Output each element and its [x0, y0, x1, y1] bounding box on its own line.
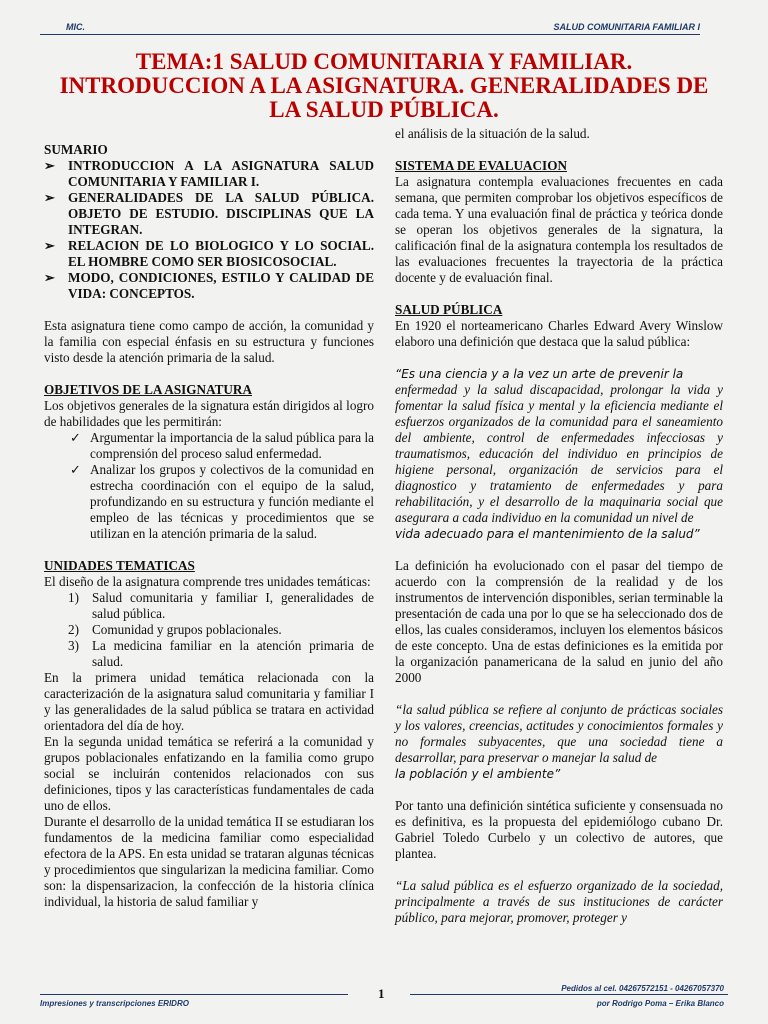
quote-1-start: “Es una ciencia y a la vez un arte de prevenir la [395, 367, 684, 381]
unidad-paragraph-1: En la primera unidad temática relacionada con la caracterización de la asignatura salud comunitaria y familiar I y las generalidades de la salud pública se tratara en actividad orientadora del día de hoy. [44, 670, 374, 733]
arrow-bullet-icon: ➢ [44, 158, 56, 173]
header-right: SALUD COMUNITARIA FAMILIAR I [553, 22, 700, 32]
title-line-3: LA SALUD PÚBLICA. [269, 97, 499, 122]
header-left: MIC. [66, 22, 85, 32]
sumario-item [44, 158, 374, 190]
arrow-bullet-icon: ➢ [44, 270, 56, 285]
ops-quote [395, 702, 723, 782]
objetivo-text: Argumentar la importancia de la salud pública para la comprensión del proceso salud enfermedad. [90, 430, 374, 461]
evaluacion-paragraph: La asignatura contempla evaluaciones frecuentes en cada semana, que permiten comprobar los objetivos específicos de cada tema. Y una evaluación final de práctica y teórica donde se operan los objetivos generales de la signatura, la calificación final de la asignatura contempla los resultados de las evaluaciones frecuentes la trayectoria de la práctica docente y de evaluación final. [395, 174, 723, 285]
unidad-paragraph-3: Durante el desarrollo de la unidad temática II se estudiaran los fundamentos de la medicina familiar como especialidad efectora de la APS. En esta unidad se trataran algunas técnicas y procedimientos que singularizan la medicina familiar. Como son: la dispensarizacion, la confección de la historia clínica individual, la historia de salud familiar y [44, 814, 374, 909]
unidad-number: 1) [68, 590, 79, 605]
salud-publica-heading: SALUD PÚBLICA [395, 302, 503, 317]
objetivo-text: Analizar los grupos y colectivos de la comunidad en estrecha coordinación con el equipo de la salud, profundizando en su estructura y función mediante el empleo de las técnicas y procedimientos que se utilizan en la atención primaria de la salud. [90, 462, 374, 541]
left-column [44, 142, 374, 910]
unidades-intro: El diseño de la asignatura comprende tres unidades temáticas: [44, 574, 371, 589]
toledo-paragraph: Por tanto una definición sintética suficiente y consensuada no es definitiva, es la propuesta del epidemiólogo cubano Dr. Gabriel Toledo Curbelo y un colectivo de autores, que plantea. [395, 798, 723, 861]
right-column [395, 126, 723, 926]
title-line-2: INTRODUCCION A LA ASIGNATURA. GENERALIDADES DE [59, 73, 709, 98]
page-header [40, 18, 700, 34]
sumario-item-text: RELACION DE LO BIOLOGICO Y LO SOCIAL. EL HOMBRE COMO SER BIOSICOSOCIAL. [68, 238, 374, 269]
unidad-item [68, 638, 374, 670]
arrow-bullet-icon: ➢ [44, 190, 56, 205]
footer-rule-right [410, 994, 728, 995]
unidades-list [44, 590, 374, 670]
sumario-item [44, 238, 374, 270]
sumario-item [44, 190, 374, 238]
unidades-heading: UNIDADES TEMATICAS [44, 558, 195, 573]
header-rule [40, 34, 700, 35]
continuation-text: el análisis de la situación de la salud. [395, 126, 590, 141]
unidad-number: 3) [68, 638, 79, 653]
unidad-text: Salud comunitaria y familiar I, generalidades de salud pública. [92, 590, 374, 621]
sumario-item-text: GENERALIDADES DE LA SALUD PÚBLICA. OBJETO DE ESTUDIO. DISCIPLINAS QUE LA INTEGRAN. [68, 190, 374, 237]
quote-1-end: vida adecuado para el mantenimiento de la salud” [395, 527, 700, 541]
sumario-item-text: MODO, CONDICIONES, ESTILO Y CALIDAD DE VIDA: CONCEPTOS. [68, 270, 374, 301]
unidad-paragraph-2: En la segunda unidad temática se referirá a la comunidad y grupos poblacionales enfatizando en la familia como grupo social se incluirán contenidos relacionados con sus definiciones, tipos y las características fundamentales de cada uno de ellos. [44, 734, 374, 813]
checkmark-icon: ✓ [70, 462, 82, 477]
page-title [40, 50, 728, 122]
definition-paragraph: La definición ha evolucionado con el pasar del tiempo de acuerdo con la comprensión de la realidad y de los instrumentos de intervención disponibles, serian terminable la presentación de cada una por lo que se ha seleccionado dos de ellos, las cuales consideramos, incluyen los elementos básicos de este concepto. Una de estas definiciones es la emitida por la organización panamericana de la salud en junio del año 2000 [395, 558, 723, 685]
sumario-list [44, 158, 374, 302]
objetivos-intro: Los objetivos generales de la signatura están dirigidos al logro de habilidades que les permitirán: [44, 398, 374, 429]
unidad-item [68, 622, 374, 638]
objetivo-item [70, 462, 374, 542]
title-line-1: TEMA:1 SALUD COMUNITARIA Y FAMILIAR. [135, 49, 633, 74]
checkmark-icon: ✓ [70, 430, 82, 445]
evaluacion-heading: SISTEMA DE EVALUACION [395, 158, 567, 173]
winslow-quote [395, 366, 723, 542]
arrow-bullet-icon: ➢ [44, 238, 56, 253]
objetivo-item [70, 430, 374, 462]
quote-2-end: la población y el ambiente” [395, 767, 561, 781]
sumario-item [44, 270, 374, 302]
unidad-text: Comunidad y grupos poblacionales. [92, 622, 282, 637]
footer-left: Impresiones y transcripciones ERIDRO [40, 999, 189, 1008]
sumario-item-text: INTRODUCCION A LA ASIGNATURA SALUD COMUNITARIA Y FAMILIAR I. [68, 158, 374, 189]
unidad-item [68, 590, 374, 622]
intro-paragraph: Esta asignatura tiene como campo de acción, la comunidad y la familia con especial énfasis en su estructura y funciones visto desde la atención primaria de la salud. [44, 318, 374, 365]
page-number: 1 [378, 986, 385, 1001]
quote-1-body: enfermedad y la salud discapacidad, prolongar la vida y fomentar la salud física y mental y la eficiencia mediante el esfuerzos organizados de la comunidad para el saneamiento del ambiente, control de enfermedades infecciosas y traumatismos, educación del individuo en principios de higiene personal, organización de servicios para el diagnostico y tratamiento de enfermedades y para rehabilitación, y el desarrollo de la maquinaria social que asegurara a cada individuo en la comunidad un nivel de [395, 382, 723, 525]
footer-authors: por Rodrigo Poma – Erika Blanco [596, 999, 724, 1008]
sumario-heading: SUMARIO [44, 142, 108, 157]
objetivos-list [44, 430, 374, 542]
footer-rule-left [40, 994, 348, 995]
salud-publica-paragraph: En 1920 el norteamericano Charles Edward Avery Winslow elaboro una definición que destaca que la salud pública: [395, 318, 723, 349]
objetivos-heading: OBJETIVOS DE LA ASIGNATURA [44, 382, 252, 397]
footer-contact: Pedidos al cel. 04267572151 - 04267057370 [561, 984, 724, 993]
quote-3-body: “La salud pública es el esfuerzo organizado de la sociedad, principalmente a través de sus instituciones de carácter público, para mejorar, promover, proteger y [395, 878, 723, 925]
unidad-text: La medicina familiar en la atención primaria de salud. [92, 638, 374, 669]
quote-2-body: “la salud pública se refiere al conjunto de prácticas sociales y los valores, creencias, actitudes y conocimientos formales y no formales subyacentes, que una sociedad tiene a desarrollar, para preservar o manejar la salud de [395, 702, 723, 765]
unidad-number: 2) [68, 622, 79, 637]
